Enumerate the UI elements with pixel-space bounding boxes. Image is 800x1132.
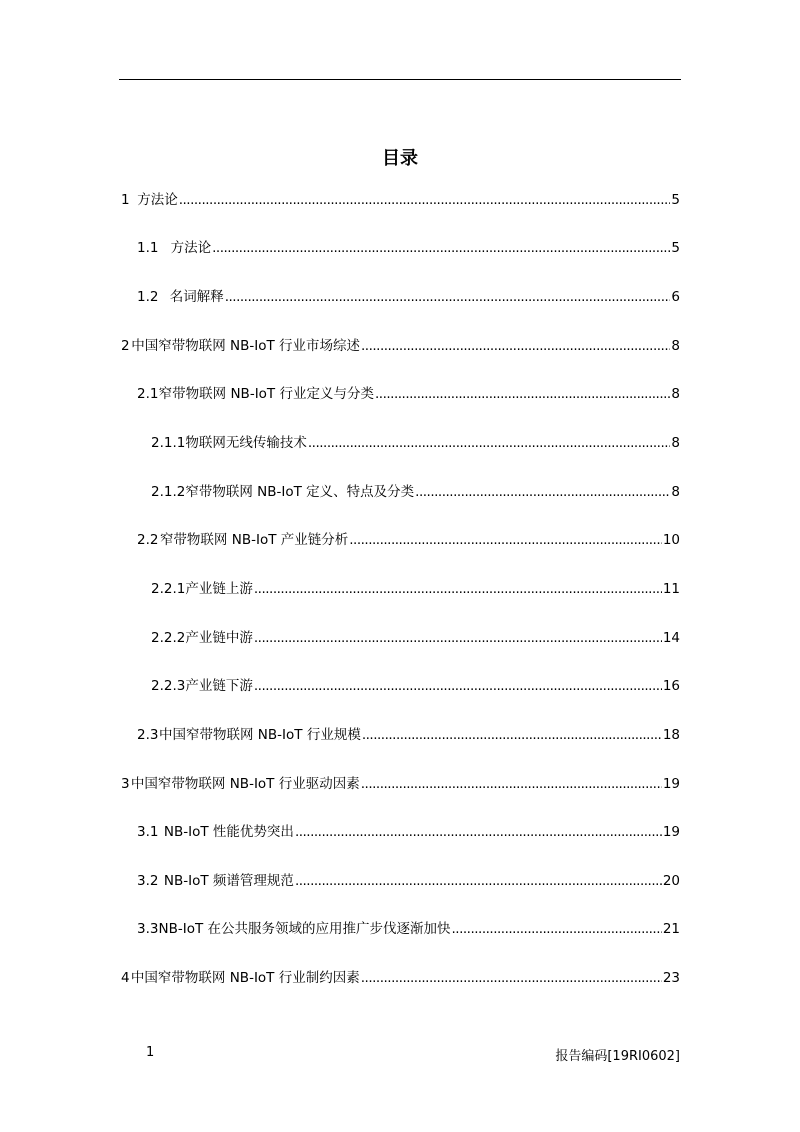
toc-entry-2-2-2[interactable] bbox=[119, 626, 680, 646]
toc-entry-page: 8 bbox=[671, 338, 680, 354]
toc-entry-number: 4 bbox=[121, 970, 130, 986]
toc-leader-dots bbox=[452, 921, 662, 937]
toc-entry-number: 1.1 bbox=[137, 240, 159, 256]
toc-entry-page: 23 bbox=[662, 970, 680, 986]
toc-entry-label: 中国窄带物联网 NB-IoT 行业制约因素 bbox=[130, 970, 360, 986]
toc-leader-dots bbox=[361, 776, 662, 792]
toc-entry-label: 产业链下游 bbox=[185, 678, 253, 694]
toc-entry-number: 2.1 bbox=[137, 386, 159, 402]
toc-entry-2-1-2[interactable] bbox=[119, 480, 680, 500]
toc-entry-label: 中国窄带物联网 NB-IoT 行业驱动因素 bbox=[130, 776, 360, 792]
toc-entry-label: NB-IoT 性能优势突出 bbox=[163, 824, 294, 840]
toc-leader-dots bbox=[375, 386, 670, 402]
toc-entry-3-3[interactable] bbox=[119, 917, 680, 937]
toc-entry-3-1[interactable] bbox=[119, 820, 680, 840]
toc-entry-label: NB-IoT 在公共服务领域的应用推广步伐逐渐加快 bbox=[158, 921, 451, 937]
footer-report-code: 报告编码[19RI0602] bbox=[555, 1049, 680, 1064]
toc-entry-number: 3 bbox=[121, 776, 130, 792]
toc-entry-label: 物联网无线传输技术 bbox=[185, 435, 307, 451]
toc-entry-page: 21 bbox=[662, 921, 680, 937]
toc-entry-page: 20 bbox=[662, 873, 680, 889]
toc-leader-dots bbox=[254, 581, 662, 597]
toc-leader-dots bbox=[361, 338, 670, 354]
toc-entry-page: 6 bbox=[671, 289, 680, 305]
toc-leader-dots bbox=[415, 484, 670, 500]
toc-entry-label: 窄带物联网 NB-IoT 定义、特点及分类 bbox=[185, 484, 415, 500]
toc-entry-1-1[interactable] bbox=[119, 236, 680, 256]
toc-entry-number: 1.2 bbox=[137, 289, 159, 305]
toc-entry-label: 方法论 bbox=[170, 240, 212, 256]
toc-entry-page: 8 bbox=[671, 435, 680, 451]
toc-entry-number: 1 bbox=[121, 192, 130, 208]
toc-leader-dots bbox=[254, 630, 662, 646]
toc-leader-dots bbox=[361, 970, 662, 986]
toc-entry-label: 窄带物联网 NB-IoT 行业定义与分类 bbox=[158, 386, 374, 402]
toc-entry-page: 14 bbox=[662, 630, 680, 646]
toc-entry-page: 10 bbox=[662, 532, 680, 548]
toc-entry-label: NB-IoT 频谱管理规范 bbox=[163, 873, 294, 889]
toc-leader-dots bbox=[349, 532, 662, 548]
toc-entry-number: 2.2 bbox=[137, 532, 159, 548]
toc-entry-number: 2.3 bbox=[137, 727, 159, 743]
toc-entry-number: 2.2.3 bbox=[151, 678, 186, 694]
toc-entry-3-2[interactable] bbox=[119, 869, 680, 889]
toc-entry-1-2[interactable] bbox=[119, 285, 680, 305]
toc-entry-page: 5 bbox=[671, 192, 680, 208]
footer-page-number: 1 bbox=[146, 1045, 155, 1060]
toc-entry-page: 16 bbox=[662, 678, 680, 694]
toc-entry-number: 2.1.1 bbox=[151, 435, 186, 451]
toc-entry-number: 2.1.2 bbox=[151, 484, 186, 500]
toc-entry-page: 18 bbox=[662, 727, 680, 743]
toc-entry-number: 2.2.2 bbox=[151, 630, 186, 646]
toc-entry-page: 8 bbox=[671, 386, 680, 402]
toc-leader-dots bbox=[212, 240, 670, 256]
toc-leader-dots bbox=[179, 192, 671, 208]
toc-entry-label: 名词解释 bbox=[169, 289, 224, 305]
toc-entry-number: 3.2 bbox=[137, 873, 159, 889]
toc-leader-dots bbox=[295, 873, 662, 889]
toc-entry-2-1[interactable] bbox=[119, 382, 680, 402]
toc-entry-number: 2.2.1 bbox=[151, 581, 186, 597]
toc-entry-1[interactable] bbox=[119, 188, 680, 208]
toc-leader-dots bbox=[254, 678, 662, 694]
toc-entry-page: 11 bbox=[662, 581, 680, 597]
toc-entry-label: 中国窄带物联网 NB-IoT 行业市场综述 bbox=[131, 338, 361, 354]
toc-entry-number: 2 bbox=[121, 338, 130, 354]
toc-leader-dots bbox=[362, 727, 662, 743]
toc-entry-label: 中国窄带物联网 NB-IoT 行业规模 bbox=[159, 727, 361, 743]
toc-entry-2-2-3[interactable] bbox=[119, 674, 680, 694]
toc-entry-page: 8 bbox=[671, 484, 680, 500]
toc-leader-dots bbox=[225, 289, 671, 305]
toc-entry-2-1-1[interactable] bbox=[119, 431, 680, 451]
toc-entry-2-2[interactable] bbox=[119, 528, 680, 548]
toc-entry-number: 3.1 bbox=[137, 824, 159, 840]
toc-title: 目录 bbox=[382, 148, 418, 169]
toc-entry-label: 产业链上游 bbox=[185, 581, 253, 597]
toc-leader-dots bbox=[308, 435, 671, 451]
toc-entry-number: 3.3 bbox=[137, 921, 159, 937]
toc-entry-3[interactable] bbox=[119, 772, 680, 792]
toc-entry-page: 19 bbox=[662, 776, 680, 792]
toc-entry-page: 19 bbox=[662, 824, 680, 840]
toc-entry-label: 窄带物联网 NB-IoT 产业链分析 bbox=[159, 532, 349, 548]
header-rule bbox=[119, 79, 681, 80]
toc-entry-2-3[interactable] bbox=[119, 723, 680, 743]
toc-entry-2-2-1[interactable] bbox=[119, 577, 680, 597]
toc-entry-page: 5 bbox=[671, 240, 680, 256]
toc-entry-label: 产业链中游 bbox=[185, 630, 253, 646]
toc-entry-4[interactable] bbox=[119, 966, 680, 986]
toc-entry-2[interactable] bbox=[119, 334, 680, 354]
toc-leader-dots bbox=[295, 824, 662, 840]
toc-entry-label: 方法论 bbox=[137, 192, 178, 208]
